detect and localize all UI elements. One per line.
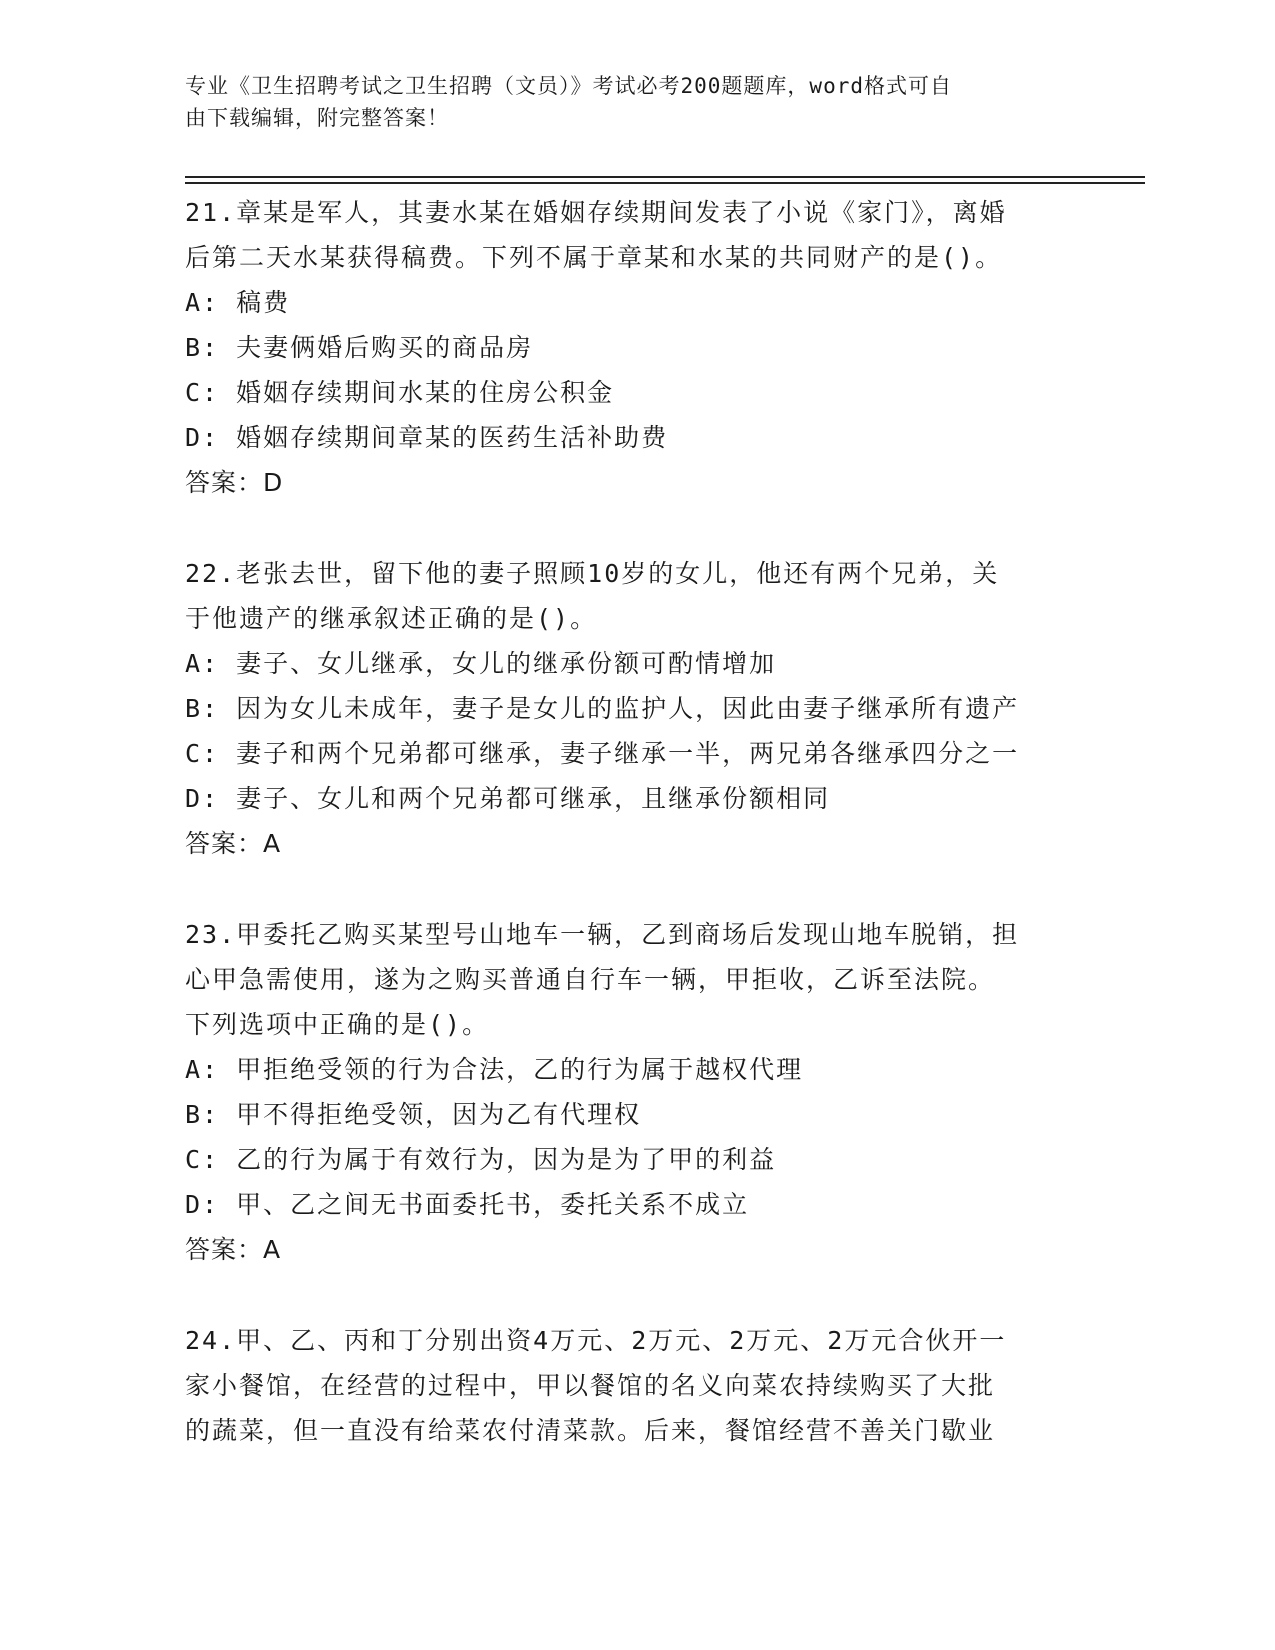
answer-line: 答案：D — [185, 468, 284, 497]
document-header — [185, 70, 1065, 134]
option-c: C: 婚姻存续期间水某的住房公积金 — [185, 378, 615, 407]
answer-line: 答案：A — [185, 1235, 282, 1264]
option-c: C: 妻子和两个兄弟都可继承，妻子继承一半，两兄弟各继承四分之一 — [185, 739, 1020, 768]
question-stem — [185, 190, 1085, 280]
option-b: B: 夫妻俩婚后购买的商品房 — [185, 333, 534, 362]
stem-line: 24.甲、乙、丙和丁分别出资4万元、2万元、2万元、2万元合伙开一 — [185, 1326, 1007, 1355]
stem-line: 于他遗产的继承叙述正确的是()。 — [185, 604, 598, 633]
question-stem — [185, 1318, 1085, 1453]
stem-line: 23.甲委托乙购买某型号山地车一辆，乙到商场后发现山地车脱销，担 — [185, 920, 1020, 949]
stem-line: 家小餐馆，在经营的过程中，甲以餐馆的名义向菜农持续购买了大批 — [185, 1371, 996, 1400]
stem-line: 22.老张去世，留下他的妻子照顾10岁的女儿，他还有两个兄弟，关 — [185, 559, 1000, 588]
header-line-1: 专业《卫生招聘考试之卫生招聘（文员）》考试必考200题题库，word格式可自 — [185, 74, 952, 98]
option-a: A: 妻子、女儿继承，女儿的继承份额可酌情增加 — [185, 649, 777, 678]
stem-line: 下列选项中正确的是()。 — [185, 1010, 490, 1039]
header-divider-top — [185, 176, 1145, 178]
answer-line: 答案：A — [185, 829, 282, 858]
question-23 — [185, 912, 1085, 1273]
question-22 — [185, 551, 1085, 867]
question-list — [185, 190, 1085, 1498]
option-a: A: 稿费 — [185, 288, 291, 317]
stem-line: 心甲急需使用，遂为之购买普通自行车一辆，甲拒收，乙诉至法院。 — [185, 965, 996, 994]
question-21 — [185, 190, 1085, 506]
option-b: B: 甲不得拒绝受领，因为乙有代理权 — [185, 1100, 642, 1129]
option-d: D: 甲、乙之间无书面委托书，委托关系不成立 — [185, 1190, 750, 1219]
stem-line: 后第二天水某获得稿费。下列不属于章某和水某的共同财产的是()。 — [185, 243, 1003, 272]
header-line-2: 由下载编辑，附完整答案！ — [185, 106, 449, 130]
option-d: D: 婚姻存续期间章某的医药生活补助费 — [185, 423, 669, 452]
option-c: C: 乙的行为属于有效行为，因为是为了甲的利益 — [185, 1145, 777, 1174]
question-stem — [185, 912, 1085, 1047]
header-divider-bottom — [185, 182, 1145, 184]
stem-line: 的蔬菜，但一直没有给菜农付清菜款。后来，餐馆经营不善关门歇业 — [185, 1416, 996, 1445]
stem-line: 21.章某是军人，其妻水某在婚姻存续期间发表了小说《家门》，离婚 — [185, 198, 1007, 227]
option-a: A: 甲拒绝受领的行为合法，乙的行为属于越权代理 — [185, 1055, 804, 1084]
option-b: B: 因为女儿未成年，妻子是女儿的监护人，因此由妻子继承所有遗产 — [185, 694, 1020, 723]
option-d: D: 妻子、女儿和两个兄弟都可继承，且继承份额相同 — [185, 784, 831, 813]
question-stem — [185, 551, 1085, 641]
question-24 — [185, 1318, 1085, 1453]
